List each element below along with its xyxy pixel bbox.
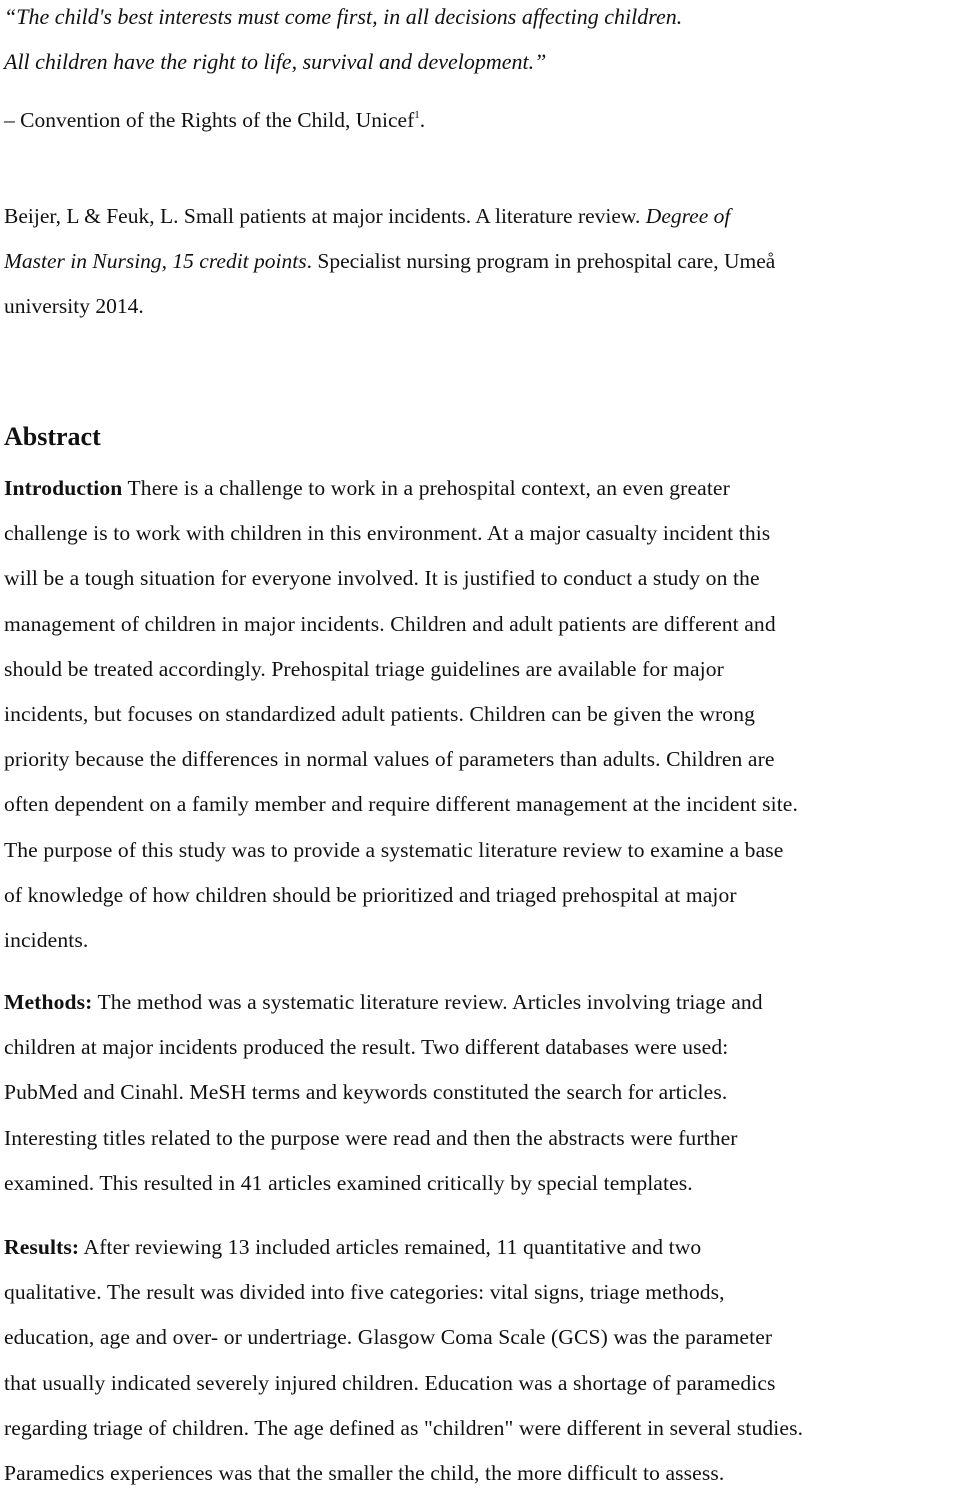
intro-line: priority because the differences in normal values of parameters than adults. Children are [4, 747, 775, 772]
intro-text: There is a challenge to work in a prehospital context, an even greater [122, 476, 730, 500]
methods-line: examined. This resulted in 41 articles examined critically by special templates. [4, 1170, 693, 1195]
attribution-end: . [419, 108, 426, 132]
results-line: regarding triage of children. The age defined as "children" were different in several studies. [4, 1415, 804, 1440]
methods-line: PubMed and Cinahl. MeSH terms and keywords constituted the search for articles. [4, 1080, 728, 1105]
results-label: Results: [4, 1235, 80, 1259]
intro-line: often dependent on a family member and require different management at the incident site. [4, 792, 798, 817]
results-line: Paramedics experiences was that the smaller the child, the more difficult to assess. [4, 1461, 725, 1486]
intro-line: will be a tough situation for everyone involved. It is justified to conduct a study on the [4, 566, 760, 591]
methods-line: Interesting titles related to the purpose were read and then the abstracts were further [4, 1125, 738, 1150]
footnote-marker: 1 [414, 109, 420, 121]
quote-line: “The child's best interests must come first, in all decisions affecting children. [4, 4, 683, 29]
citation-degree-cont: Master in Nursing, 15 credit points [4, 249, 307, 273]
intro-line: of knowledge of how children should be prioritized and triaged prehospital at major [4, 882, 737, 907]
methods-line: children at major incidents produced the result. Two different databases were used: [4, 1035, 729, 1060]
citation-authors-title: Beijer, L & Feuk, L. Small patients at major incidents. A literature review. [4, 204, 646, 228]
quote-line: All children have the right to life, survival and development.” [4, 49, 547, 74]
abstract-results [4, 1225, 960, 1496]
citation-line [4, 194, 958, 239]
thesis-citation [4, 194, 958, 329]
epigraph-quote [4, 0, 958, 84]
abstract-introduction [4, 466, 960, 963]
intro-line [4, 466, 960, 511]
methods-label: Methods: [4, 990, 93, 1014]
citation-line [4, 239, 958, 284]
citation-line: university 2014. [4, 294, 144, 318]
methods-text: The method was a systematic literature review. Articles involving triage and [92, 990, 763, 1014]
results-line: that usually indicated severely injured children. Education was a shortage of paramedics [4, 1370, 776, 1395]
intro-line: incidents. [4, 928, 89, 953]
intro-line: challenge is to work with children in this environment. At a major casualty incident this [4, 521, 771, 546]
results-line: education, age and over- or undertriage. Glasgow Coma Scale (GCS) was the parameter [4, 1325, 773, 1350]
quote-attribution [4, 98, 958, 137]
abstract-methods [4, 980, 960, 1206]
introduction-label: Introduction [4, 476, 123, 500]
attribution-text: – Convention of the Rights of the Child, Unicef [4, 108, 415, 132]
abstract-heading: Abstract [4, 422, 101, 451]
citation-program: . Specialist nursing program in prehospital care, Umeå [306, 249, 776, 273]
intro-line: management of children in major incidents. Children and adult patients are different and [4, 611, 776, 636]
methods-line [4, 980, 960, 1025]
citation-degree: Degree of [645, 204, 731, 228]
intro-line: The purpose of this study was to provide a systematic literature review to examine a base [4, 837, 784, 862]
results-text: After reviewing 13 included articles remained, 11 quantitative and two [79, 1235, 702, 1259]
intro-line: should be treated accordingly. Prehospital triage guidelines are available for major [4, 656, 724, 681]
intro-line: incidents, but focuses on standardized adult patients. Children can be given the wrong [4, 702, 755, 727]
results-line [4, 1225, 960, 1270]
results-line: qualitative. The result was divided into five categories: vital signs, triage methods, [4, 1280, 725, 1305]
